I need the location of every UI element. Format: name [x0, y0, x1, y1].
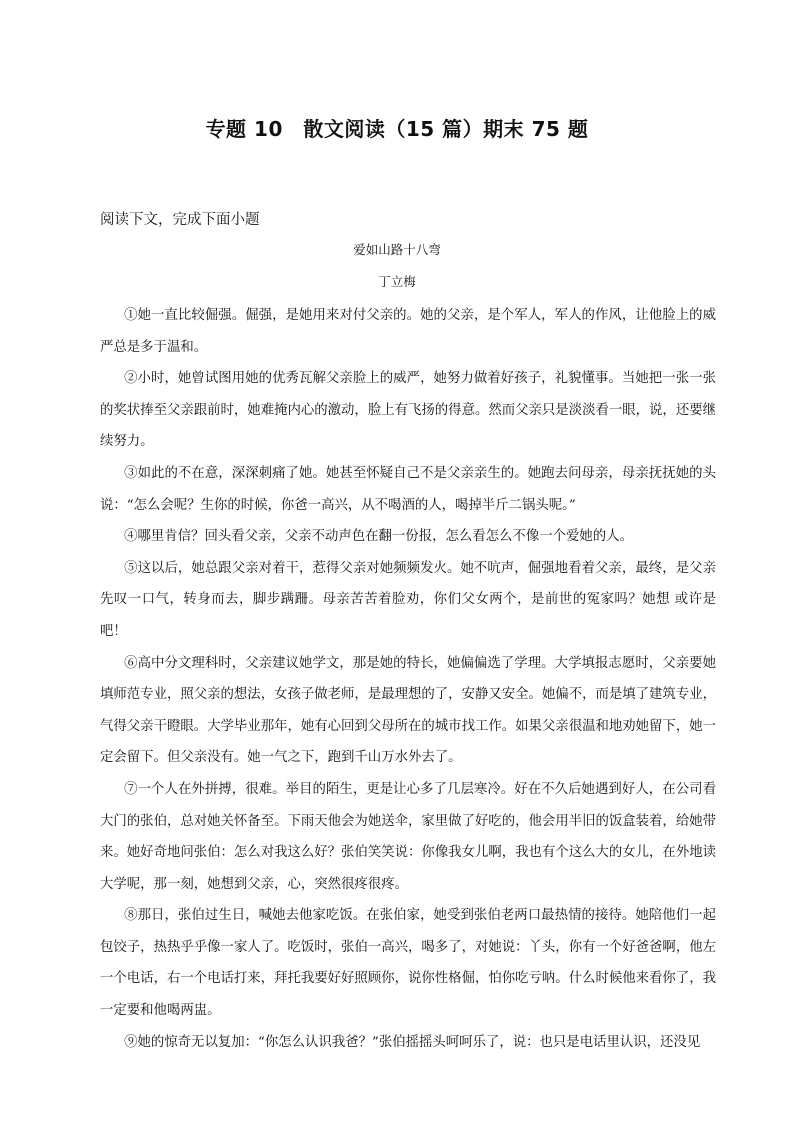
article-body — [100, 300, 716, 1058]
paragraph: ④哪里肯信？回头看父亲，父亲不动声色在翻一份报，怎么看怎么不像一个爱她的人。 — [124, 529, 633, 545]
paragraph: ⑦一个人在外拼搏，很难。举目的陌生，更是让心多了几层寒冷。好在不久后她遇到好人，在公司看大门的张伯，总对她关怀备至。下雨天他会为她送伞，家里做了好吃的，他会用半旧的饭盒装着，给她带来。她好奇地问张伯：怎么对我这么好？张伯笑笑说：你像我女儿啊，我也有个这么大的女儿，在外地读大学呢，那一刻，她想到父亲，心，突然很疼很疼。 — [100, 781, 716, 892]
paragraph: ③如此的不在意，深深刺痛了她。她甚至怀疑自己不是父亲亲生的。她跑去问母亲，母亲抚抚她的头说：“怎么会呢？生你的时候，你爸一高兴，从不喝酒的人，喝掉半斤二锅头呢。” — [100, 465, 716, 513]
reading-instruction: 阅读下文，完成下面小题 — [100, 212, 260, 228]
paragraph: ⑤这以后，她总跟父亲对着干，惹得父亲对她频频发火。她不吭声，倔强地看着父亲，最终，是父亲先叹一口气，转身而去，脚步蹒跚。母亲苦苦着脸劝，你们父女两个，是前世的冤家吗？她想 或许是吧！ — [100, 560, 716, 639]
page-title: 专题 10 散文阅读（15 篇）期末 75 题 — [205, 117, 589, 141]
paragraph: ⑥高中分文理科时，父亲建议她学文，那是她的特长，她偏偏选了学理。大学填报志愿时，父亲要她填师范专业，照父亲的想法，女孩子做老师，是最理想的了，安静又安全。她偏不，而是填了建筑专业，气得父亲干瞪眼。大学毕业那年，她有心回到父母所在的城市找工作。如果父亲很温和地劝她留下，她一定会留下。但父亲没有。她一气之下，跑到千山万水外去了。 — [100, 655, 716, 766]
paragraph: ②小时，她曾试图用她的优秀瓦解父亲脸上的威严，她努力做着好孩子，礼貌懂事。当她把一张一张的奖状捧至父亲跟前时，她难掩内心的激动，脸上有飞扬的得意。然而父亲只是淡淡看一眼，说，还要继续努力。 — [100, 371, 716, 450]
paragraph: ⑨她的惊奇无以复加：“你怎么认识我爸？”张伯摇摇头呵呵乐了，说：也只是电话里认识，还没见 — [124, 1034, 701, 1050]
paragraph: ①她一直比较倔强。倔强，是她用来对付父亲的。她的父亲，是个军人，军人的作风，让他脸上的威严总是多于温和。 — [100, 308, 716, 355]
article-author: 丁立梅 — [378, 274, 416, 289]
article-title: 爱如山路十八弯 — [353, 242, 441, 257]
paragraph: ⑧那日，张伯过生日，喊她去他家吃饭。在张伯家，她受到张伯老两口最热情的接待。她陪他们一起包饺子，热热乎乎像一家人了。吃饭时，张伯一高兴，喝多了，对她说：丫头，你有一个好爸爸啊，他左一个电话，右一个电话打来，拜托我要好好照顾你，说你性格倔，怕你吃亏呐。什么时候他来看你了，我一定要和他喝两盅。 — [100, 908, 716, 1019]
